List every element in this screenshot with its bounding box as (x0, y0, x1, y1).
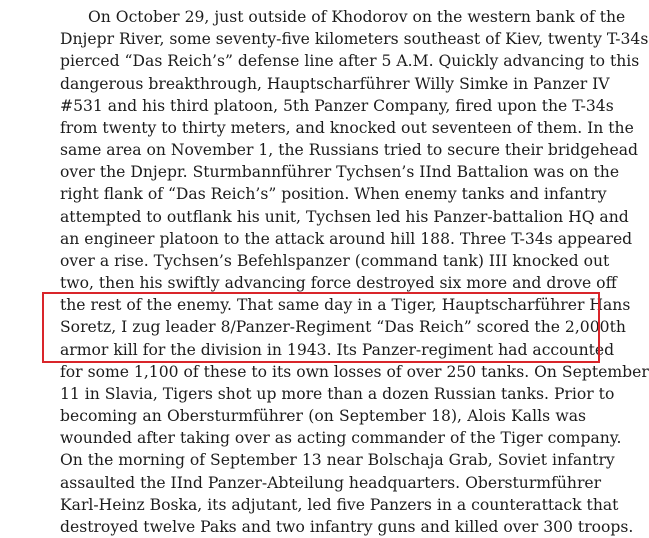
text-line: pierced “Das Reich’s” defense line after 5 A.M. Quickly advancing to this (60, 52, 640, 71)
text-line: for some 1,100 of these to its own losses of over 250 tanks. On September (60, 362, 649, 381)
text-line: from twenty to thirty meters, and knocked out seventeen of them. In the (60, 118, 634, 137)
text-line: over the Dnjepr. Sturmbannführer Tychsen’s IInd Battalion was on the (60, 163, 620, 182)
text-line: right flank of “Das Reich’s” position. When enemy tanks and infantry (60, 185, 607, 204)
text-line: an engineer platoon to the attack around hill 188. Three T-34s appeared (60, 229, 633, 248)
text-line: On the morning of September 13 near Bolschaja Grab, Soviet infantry (60, 451, 615, 470)
text-line: assaulted the IInd Panzer-Abteilung headquarters. Obersturmführer (60, 473, 602, 492)
text-line: two, then his swiftly advancing force destroyed six more and drove off (60, 274, 617, 293)
text-line: Dnjepr River, some seventy-five kilometers southeast of Kiev, twenty T-34s (60, 30, 649, 49)
text-line: dangerous breakthrough, Hauptscharführer Willy Simke in Panzer IV (60, 74, 610, 93)
text-line: becoming an Obersturmführer (on September 18), Alois Kalls was (60, 407, 586, 426)
text-line: attempted to outflank his unit, Tychsen led his Panzer-battalion HQ and (60, 207, 629, 226)
text-line: Karl-Heinz Boska, its adjutant, led five Panzers in a counterattack that (60, 495, 619, 514)
text-line-highlighted: Soretz, I zug leader 8/Panzer-Regiment “Das Reich” scored the 2,000th (60, 318, 626, 337)
text-line: same area on November 1, the Russians tried to secure their bridgehead (60, 141, 639, 160)
text-line: wounded after taking over as acting commander of the Tiger company. (60, 429, 622, 448)
text-line-highlighted: armor kill for the division in 1943. Its Panzer-regiment had accounted (60, 340, 615, 359)
text-line: destroyed twelve Paks and two infantry guns and killed over 300 troops. (60, 518, 634, 536)
text-line: On October 29, just outside of Khodorov on the western bank of the (88, 8, 626, 26)
highlight-box (42, 292, 631, 363)
text-line: 11 in Slavia, Tigers shot up more than a dozen Russian tanks. Prior to (60, 384, 615, 403)
text-line: #531 and his third platoon, 5th Panzer Company, fired upon the T-34s (60, 96, 614, 115)
text-line-highlighted: the rest of the enemy. That same day in a Tiger, Hauptscharführer Hans (60, 296, 631, 315)
text-line: over a rise. Tychsen’s Befehlspanzer (command tank) III knocked out (60, 251, 610, 270)
